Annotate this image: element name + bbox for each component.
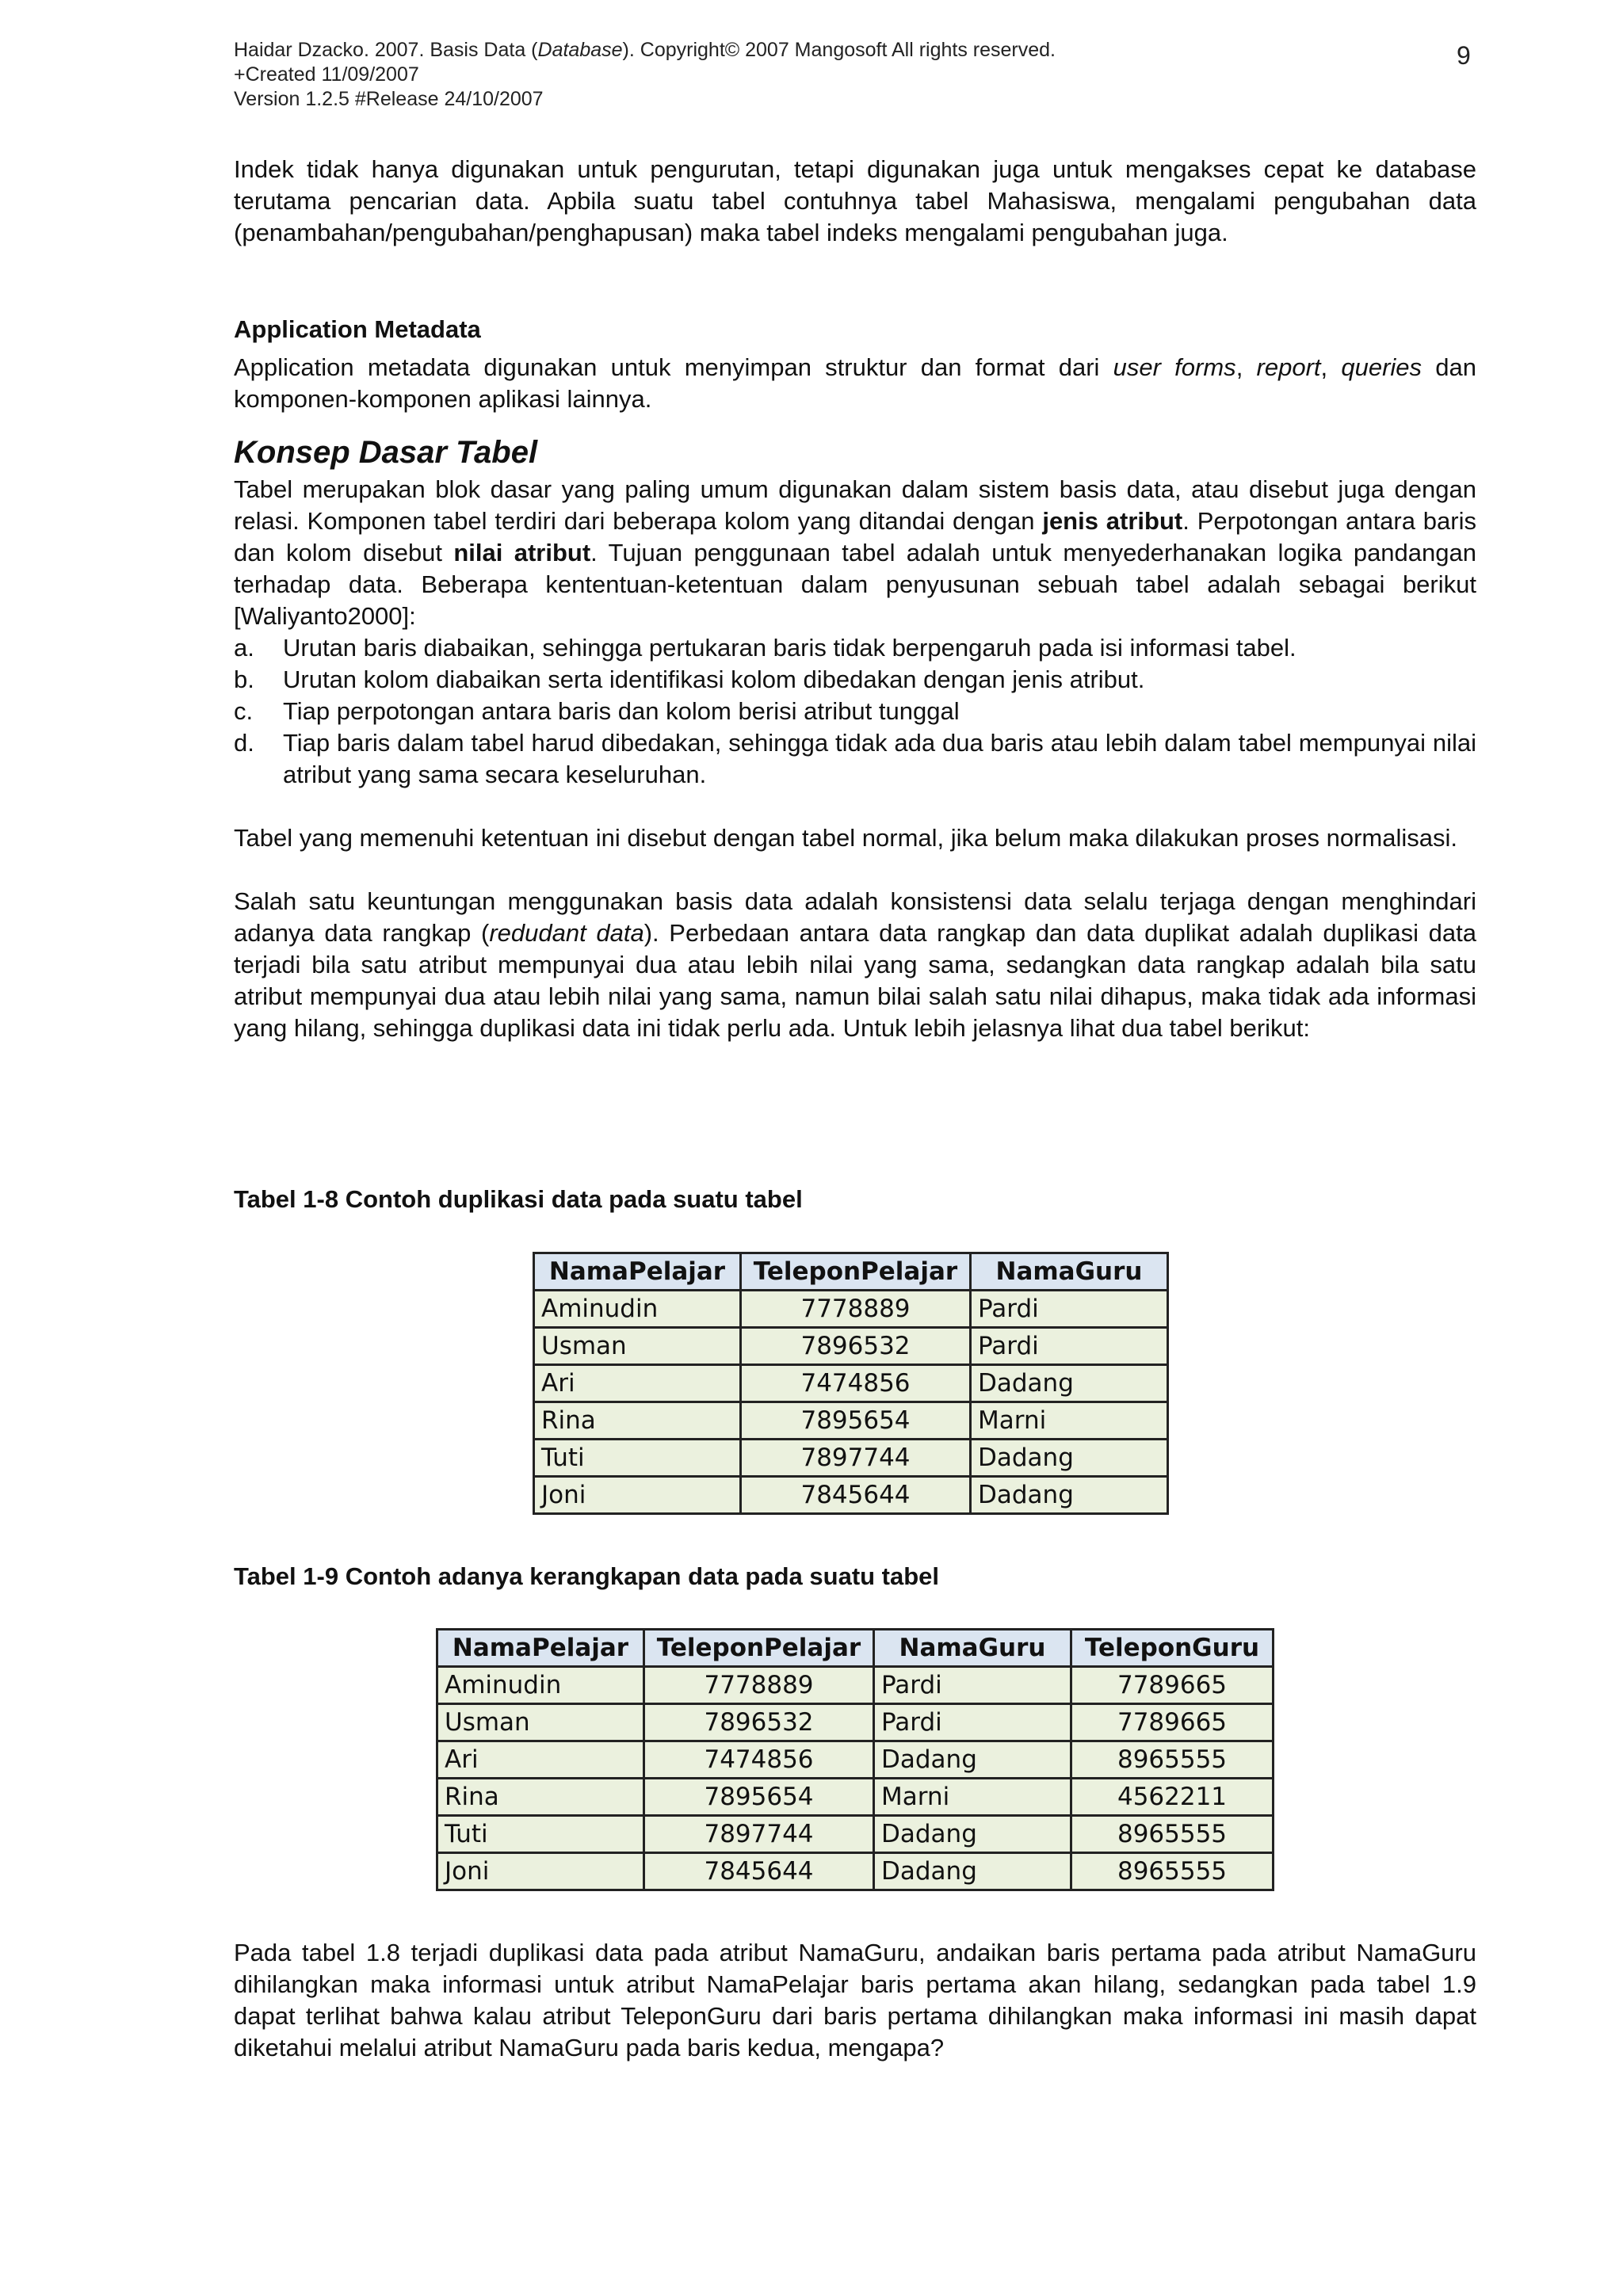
table-header-row xyxy=(437,1630,1274,1667)
table-header-row xyxy=(534,1253,1168,1291)
list-text: Urutan baris diabaikan, sehingga pertukaran baris tidak berpengaruh pada isi informasi tabel. xyxy=(283,634,1296,662)
cell: 7896532 xyxy=(644,1704,874,1741)
list-marker: b. xyxy=(234,666,254,693)
cell: Aminudin xyxy=(534,1291,741,1328)
cell: Ari xyxy=(437,1741,644,1779)
bold-term: nilai atribut xyxy=(453,539,591,566)
cell: 7896532 xyxy=(741,1328,971,1365)
page-number: 9 xyxy=(1457,41,1471,70)
column-header: TeleponPelajar xyxy=(644,1630,874,1667)
redundancy-table xyxy=(436,1628,1274,1891)
table-row xyxy=(534,1477,1168,1514)
table1-caption-block xyxy=(234,1184,1476,1215)
table-row xyxy=(437,1667,1274,1704)
text: Tabel merupakan blok dasar yang paling umum digunakan dalam sistem basis data, atau disebut juga dengan relasi. Komponen tabel terdiri dari beberapa kolom yang ditandai dengan xyxy=(234,475,1476,535)
cell: Dadang xyxy=(874,1816,1071,1853)
cell: 7845644 xyxy=(741,1477,971,1514)
table-row xyxy=(437,1853,1274,1890)
text: Application metadata digunakan untuk menyimpan struktur dan format dari xyxy=(234,353,1113,381)
konsep-paragraph-3 xyxy=(234,886,1476,1044)
text: . Tujuan penggunaan tabel adalah untuk menyederhanakan logika pandangan terhadap data. Beberapa kententuan-ketentuan dalam penyusunan sebuah tabel adalah sebagai berikut [Waliyanto2000]: xyxy=(234,539,1476,630)
cell: Tuti xyxy=(437,1816,644,1853)
table-row xyxy=(534,1291,1168,1328)
table2-caption: Tabel 1-9 Contoh adanya kerangkapan data pada suatu tabel xyxy=(234,1562,940,1590)
list-text: Tiap perpotongan antara baris dan kolom berisi atribut tunggal xyxy=(283,697,960,725)
cell: 7474856 xyxy=(741,1365,971,1402)
column-header: TeleponGuru xyxy=(1071,1630,1274,1667)
cell: Ari xyxy=(534,1365,741,1402)
cell: Tuti xyxy=(534,1440,741,1477)
italic-term: report xyxy=(1256,353,1321,381)
text: . Perpotongan antara baris dan kolom disebut xyxy=(234,507,1476,566)
list-item xyxy=(234,727,1476,791)
table-row xyxy=(437,1704,1274,1741)
column-header: NamaGuru xyxy=(874,1630,1071,1667)
header-line-2: +Created 11/09/2007 xyxy=(234,63,419,86)
cell: 7897744 xyxy=(741,1440,971,1477)
text: ). Perbedaan antara data rangkap dan data duplikat adalah duplikasi data terjadi bila satu atribut mempunyai dua atau lebih nilai yang sama, sedangkan data rangkap adalah bila satu atribut mempunyai dua atau lebih nilai yang sama, namun bilai salah satu nilai dihapus, maka tidak ada informasi yang hilang, sehingga duplikasi data ini tidak perlu ada. Untuk lebih jelasnya lihat dua tabel berikut: xyxy=(234,919,1477,1042)
table-row xyxy=(534,1328,1168,1365)
intro-paragraph: Indek tidak hanya digunakan untuk pengurutan, tetapi digunakan juga untuk mengakses cepat ke database terutama pencarian data. Apbila suatu tabel contuhnya tabel Mahasiswa, mengalami pengubahan data (penambahan/pengubahan/penghapusan) maka tabel indeks mengalami pengubahan juga. xyxy=(234,155,1476,246)
cell: Dadang xyxy=(971,1477,1168,1514)
column-header: TeleponPelajar xyxy=(741,1253,971,1291)
cell: Rina xyxy=(534,1402,741,1440)
cell: 7895654 xyxy=(644,1779,874,1816)
italic-term: user forms xyxy=(1113,353,1236,381)
cell: Marni xyxy=(971,1402,1168,1440)
header-italic: Database xyxy=(537,39,623,61)
konsep-paragraph-2: Tabel yang memenuhi ketentuan ini disebut dengan tabel normal, jika belum maka dilakukan proses normalisasi. xyxy=(234,824,1457,852)
application-metadata-heading: Application Metadata xyxy=(234,315,481,343)
text: , xyxy=(1235,353,1257,381)
table-row xyxy=(534,1402,1168,1440)
cell: Joni xyxy=(534,1477,741,1514)
rules-list xyxy=(234,632,1476,791)
closing-block xyxy=(234,1937,1476,2064)
list-item xyxy=(234,696,1476,727)
column-header: NamaPelajar xyxy=(437,1630,644,1667)
cell: Joni xyxy=(437,1853,644,1890)
cell: Dadang xyxy=(874,1741,1071,1779)
list-item xyxy=(234,632,1476,664)
konsep-paragraph-1 xyxy=(234,474,1476,632)
table-row xyxy=(534,1365,1168,1402)
cell: Pardi xyxy=(971,1328,1168,1365)
italic-term: queries xyxy=(1341,353,1423,381)
cell: Pardi xyxy=(874,1704,1071,1741)
duplication-table xyxy=(533,1252,1169,1515)
cell: 7845644 xyxy=(644,1853,874,1890)
cell: 7789665 xyxy=(1071,1667,1274,1704)
list-item xyxy=(234,664,1476,696)
table1-caption: Tabel 1-8 Contoh duplikasi data pada suatu tabel xyxy=(234,1185,803,1213)
cell: 8965555 xyxy=(1071,1741,1274,1779)
cell: Dadang xyxy=(971,1440,1168,1477)
list-marker: d. xyxy=(234,729,254,757)
table-row xyxy=(437,1741,1274,1779)
cell: 7789665 xyxy=(1071,1704,1274,1741)
column-header: NamaGuru xyxy=(971,1253,1168,1291)
header-text: Haidar Dzacko. 2007. Basis Data ( xyxy=(234,39,538,61)
application-metadata-paragraph xyxy=(234,352,1476,415)
bold-term: jenis atribut xyxy=(1042,507,1183,535)
list-text: Urutan kolom diabaikan serta identifikasi kolom dibedakan dengan jenis atribut. xyxy=(283,666,1145,693)
cell: Usman xyxy=(437,1704,644,1741)
cell: 7778889 xyxy=(644,1667,874,1704)
table2-caption-block xyxy=(234,1561,1476,1592)
header-line-1 xyxy=(234,38,1056,63)
cell: 7897744 xyxy=(644,1816,874,1853)
header-copyright: ). Copyright© 2007 Mangosoft All rights reserved. xyxy=(622,39,1056,61)
cell: Aminudin xyxy=(437,1667,644,1704)
list-marker: a. xyxy=(234,634,254,662)
header-line-3: Version 1.2.5 #Release 24/10/2007 xyxy=(234,88,544,110)
cell: 7895654 xyxy=(741,1402,971,1440)
cell: 8965555 xyxy=(1071,1853,1274,1890)
cell: Marni xyxy=(874,1779,1071,1816)
list-marker: c. xyxy=(234,697,254,725)
cell: 7474856 xyxy=(644,1741,874,1779)
list-text: Tiap baris dalam tabel harud dibedakan, sehingga tidak ada dua baris atau lebih dalam tabel mempunyai nilai atribut yang sama secara keseluruhan. xyxy=(283,729,1476,788)
cell: 4562211 xyxy=(1071,1779,1274,1816)
cell: Usman xyxy=(534,1328,741,1365)
konsep-dasar-tabel-heading: Konsep Dasar Tabel xyxy=(234,435,538,470)
cell: Dadang xyxy=(971,1365,1168,1402)
running-header xyxy=(234,38,1056,112)
text: dan komponen-komponen aplikasi lainnya. xyxy=(234,353,1476,413)
cell: Pardi xyxy=(971,1291,1168,1328)
cell: Rina xyxy=(437,1779,644,1816)
cell: 8965555 xyxy=(1071,1816,1274,1853)
text: , xyxy=(1320,353,1342,381)
table-row xyxy=(534,1440,1168,1477)
body-content xyxy=(234,154,1476,1044)
table-row xyxy=(437,1779,1274,1816)
italic-term: redudant data xyxy=(489,919,644,947)
column-header: NamaPelajar xyxy=(534,1253,741,1291)
text: Salah satu keuntungan menggunakan basis data adalah konsistensi data selalu terjaga dengan menghindari adanya data rangkap ( xyxy=(234,887,1476,947)
table-row xyxy=(437,1816,1274,1853)
cell: 7778889 xyxy=(741,1291,971,1328)
cell: Dadang xyxy=(874,1853,1071,1890)
closing-paragraph: Pada tabel 1.8 terjadi duplikasi data pada atribut NamaGuru, andaikan baris pertama pada atribut NamaGuru dihilangkan maka informasi untuk atribut NamaPelajar baris pertama akan hilang, sedangkan pada tabel 1.9 dapat terlihat bahwa kalau atribut TeleponGuru dari baris pertama dihilangkan maka informasi ini masih dapat diketahui melalui atribut NamaGuru pada baris kedua, mengapa? xyxy=(234,1939,1476,2061)
cell: Pardi xyxy=(874,1667,1071,1704)
